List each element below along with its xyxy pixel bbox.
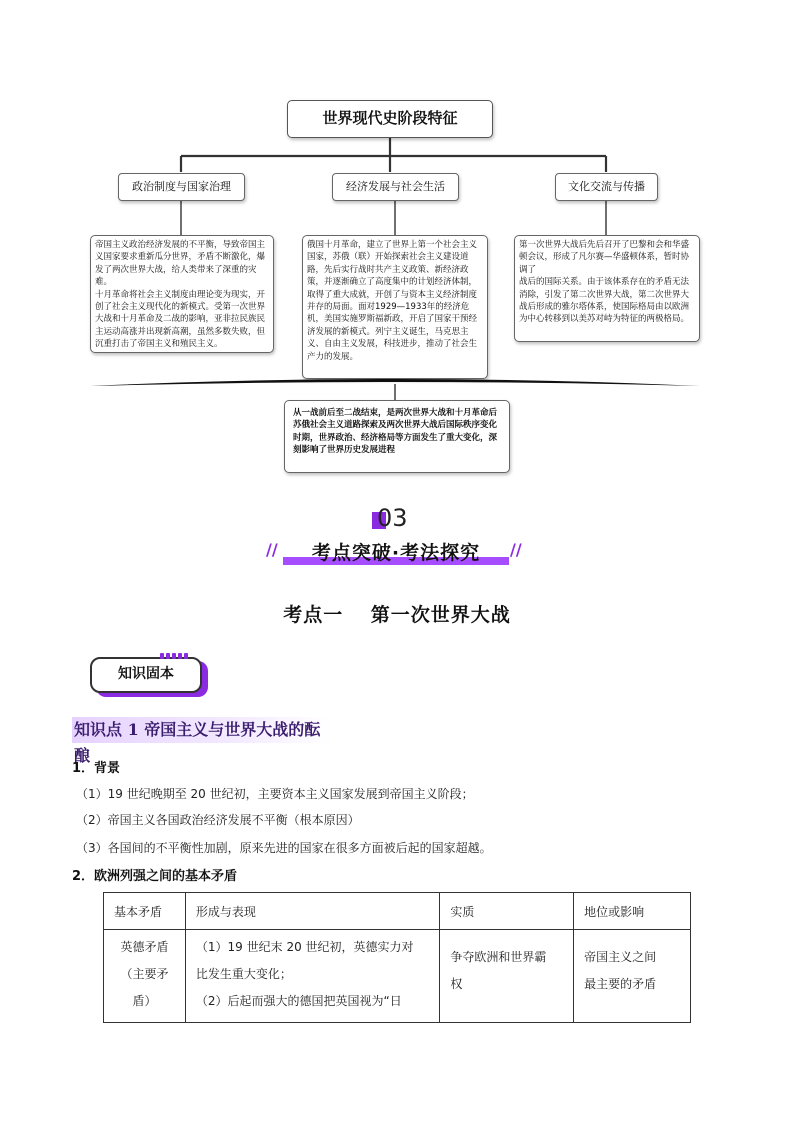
detail-paragraph: 十月革命将社会主义制度由理论变为现实，开创了社会主义现代化的新模式。受第一次世界大战和十月革命及二战的影响，亚非拉民族民主运动高涨并出现新高潮，虽然多数失败，但沉重打击了帝国主义和殖民主义。: [95, 289, 266, 350]
cell-line: （2）后起而强大的德国把英国视为“日: [195, 994, 402, 1008]
cell-line: 盾）: [132, 994, 157, 1008]
cell-line: 争夺欧洲和世界霸: [450, 950, 547, 964]
column-header: 基本矛盾: [104, 893, 186, 930]
formation-cell: [185, 930, 440, 1023]
column-header: 实质: [440, 893, 574, 930]
table-row: [104, 930, 691, 1023]
conflict-name-cell: [104, 930, 186, 1023]
section-title: 考点突破·考法探究: [311, 542, 481, 564]
chapter-title: 考点一 第一次世界大战: [283, 604, 511, 626]
knowledge-point-title: 知识点 1 帝国主义与世界大战的酝酿: [72, 717, 332, 743]
branch-economy-detail: [302, 235, 488, 379]
cell-line: 最主要的矛盾: [584, 977, 657, 991]
column-header: 地位或影响: [574, 893, 691, 930]
branch-politics-title: 政治制度与国家治理: [118, 173, 245, 201]
cell-line: （主要矛: [120, 967, 169, 981]
right-slash-icon: //: [510, 540, 522, 559]
branch-politics-detail: [90, 235, 274, 353]
left-slash-icon: //: [266, 540, 278, 559]
branch-culture-detail: [514, 235, 700, 342]
background-heading: 1．背景: [72, 761, 121, 776]
branch-culture-title: 文化交流与传播: [555, 173, 658, 201]
column-header: 形成与表现: [185, 893, 440, 930]
essence-cell: [440, 930, 574, 1023]
background-item: （3）各国间的不平衡性加剧，原来先进的国家在很多方面被后起的国家超越。: [76, 841, 492, 855]
section-number: 03: [377, 504, 408, 532]
detail-paragraph: 俄国十月革命，建立了世界上第一个社会主义国家，苏俄（联）开始探索社会主义建设道路，先后实行战时共产主义政策、新经济政策，并逐渐确立了高度集中的计划经济体制，取得了重大成就，开创了与资本主义经济制度并存的局面。面对1929—1933年的经济危机，美国实施罗斯福新政，开启了国家干预经济发展的新模式。列宁主义诞生，马克思主义、自由主义发展，科技进步，推动了社会生产力的发展。: [307, 240, 478, 362]
background-item: （2）帝国主义各国政治经济发展不平衡（根本原因）: [76, 813, 360, 827]
cell-line: （1）19 世纪末 20 世纪初，英德实力对: [195, 940, 414, 954]
detail-paragraph: 第一次世界大战后先后召开了巴黎和会和华盛顿会议，形成了凡尔赛—华盛顿体系，暂时协调了: [519, 240, 690, 275]
knowledge-tag: 知识固本: [90, 657, 202, 693]
cell-line: 帝国主义之间: [584, 950, 657, 964]
impact-cell: [574, 930, 691, 1023]
cell-line: 英德矛盾: [120, 940, 169, 954]
mindmap-root: 世界现代史阶段特征: [287, 100, 493, 138]
branch-economy-title: 经济发展与社会生活: [332, 173, 459, 201]
mindmap-summary: 从一战前后至二战结束，是两次世界大战和十月革命后苏俄社会主义道路探索及两次世界大战后国际秩序变化时期，世界政治、经济格局等方面发生了重大变化，深刻影响了世界历史发展进程: [284, 400, 510, 473]
cell-line: 权: [450, 977, 463, 991]
conflicts-table: [103, 892, 691, 1023]
cell-line: 比发生重大变化；: [195, 967, 292, 981]
detail-paragraph: 战后的国际关系。由于该体系存在的矛盾无法消除，引发了第二次世界大战，第二次世界大战后形成的雅尔塔体系，使国际格局由以欧洲为中心转移到以美苏对峙为特征的两极格局。: [519, 277, 690, 325]
detail-paragraph: 帝国主义政治经济发展的不平衡，导致帝国主义国家要求重新瓜分世界，矛盾不断激化，爆发了两次世界大战，给人类带来了深重的灾难。: [95, 240, 266, 288]
conflicts-heading: 2．欧洲列强之间的基本矛盾: [72, 869, 238, 884]
table-header-row: [104, 893, 691, 930]
tag-dots-icon: [160, 653, 190, 659]
background-item: （1）19 世纪晚期至 20 世纪初，主要资本主义国家发展到帝国主义阶段；: [76, 787, 474, 801]
